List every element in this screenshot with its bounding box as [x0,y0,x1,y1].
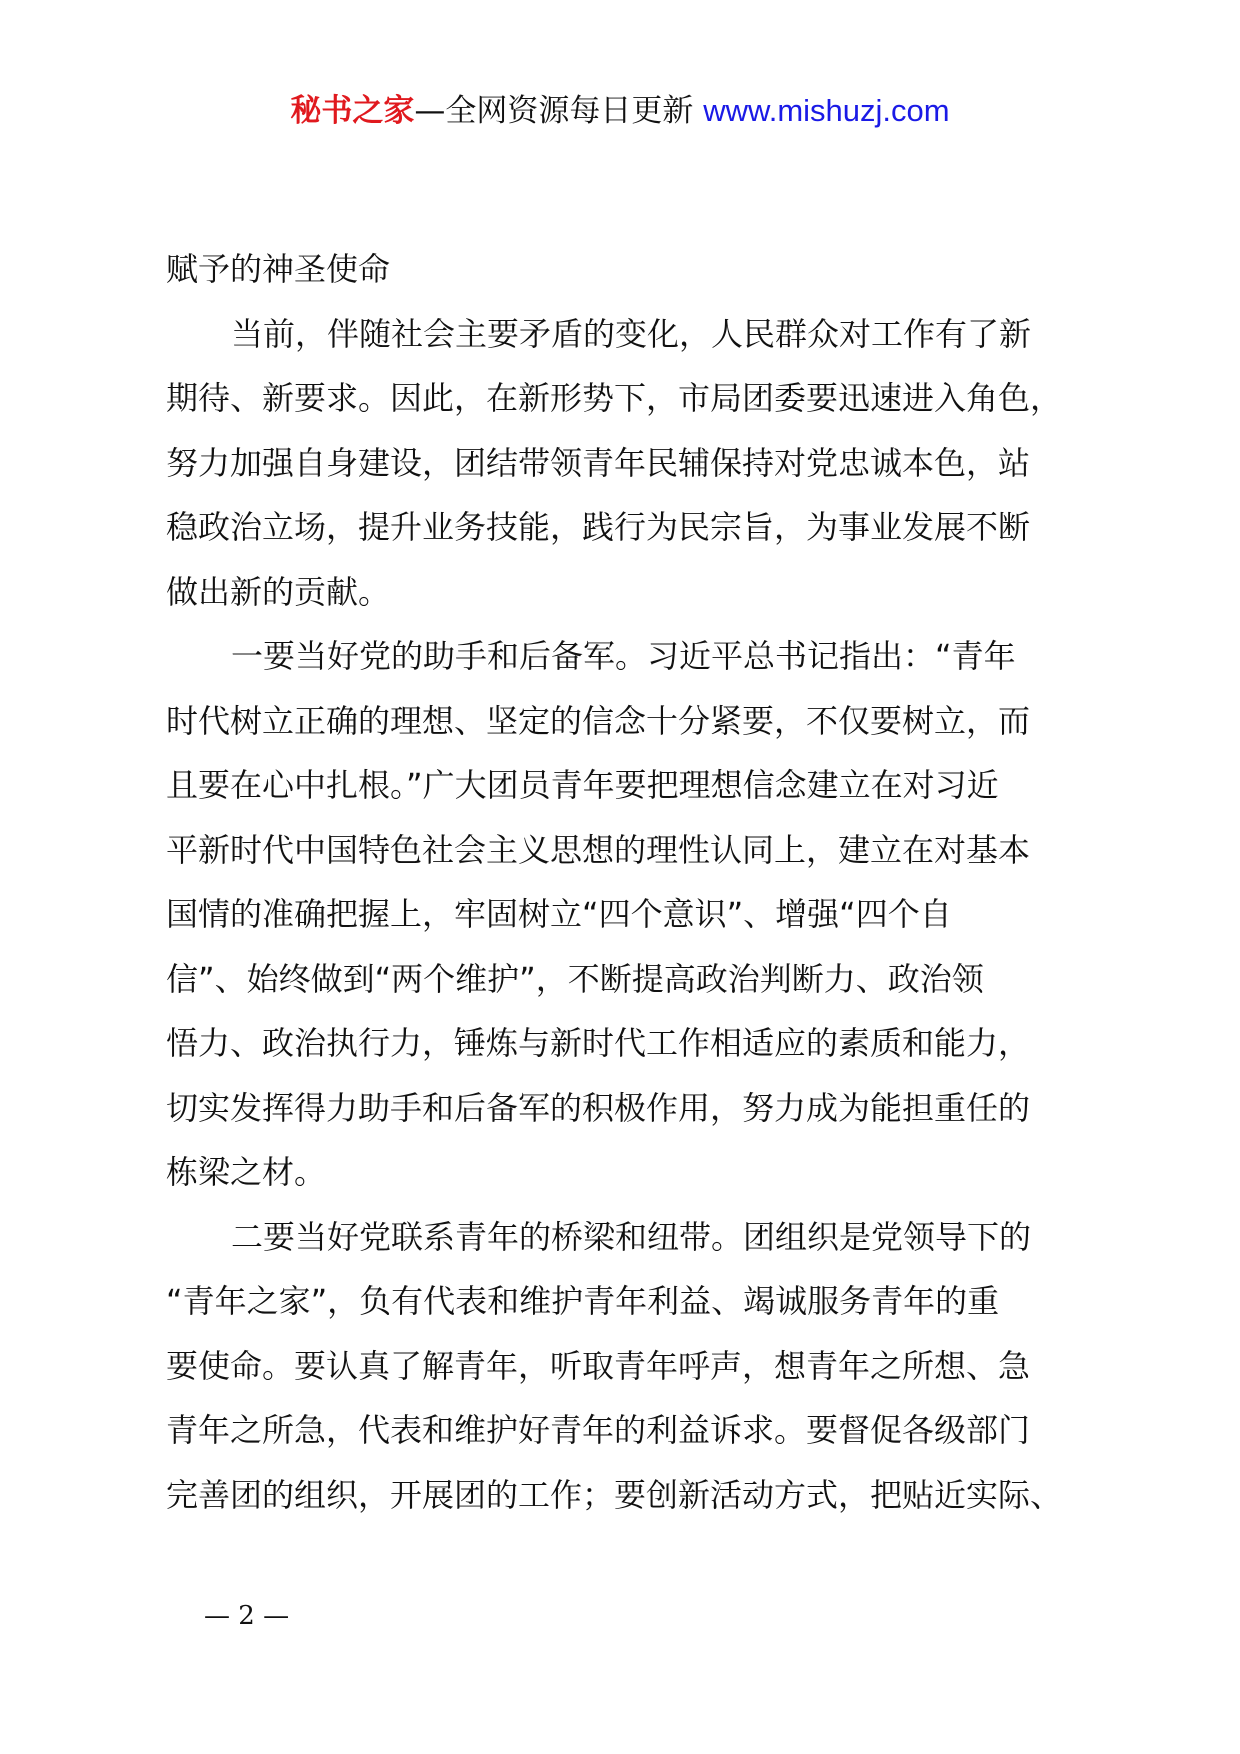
body-line: 栋梁之材。 [166,1153,327,1191]
header-tagline: —全网资源每日更新 [414,93,694,129]
body-line: 青年之所急，代表和维护好青年的利益诉求。要督促各级部门 [166,1411,1031,1449]
body-line: 做出新的贡献。 [166,572,391,611]
body-line: 悟力、政治执行力，锤炼与新时代工作相适应的素质和能力， [166,1024,1031,1062]
body-line: 切实发挥得力助手和后备军的积极作用，努力成为能担重任的 [166,1088,1031,1127]
body-line: “青年之家”，负有代表和维护青年利益、竭诚服务青年的重 [166,1282,1000,1320]
site-header [0,88,1240,134]
paragraph-start-line: 当前，伴随社会主要矛盾的变化，人民群众对工作有了新 [231,314,1032,353]
body-line: 努力加强自身建设，团结带领青年民辅保持对党忠诚本色，站 [166,443,1031,482]
document-body [166,237,1111,1527]
site-url-link[interactable]: www.mishuzj.com [703,93,950,128]
body-line: 赋予的神圣使命 [166,250,391,288]
page-number: — 2 — [204,1601,290,1631]
paragraph-start-line: 一要当好党的助手和后备军。习近平总书记指出：“青年 [231,637,1016,675]
brand-name: 秘书之家 [290,93,415,129]
body-line: 且要在心中扎根。”广大团员青年要把理想信念建立在对习近 [166,766,999,804]
body-line: 信”、始终做到“两个维护”，不断提高政治判断力、政治领 [166,959,984,998]
body-line: 国情的准确把握上，牢固树立“四个意识”、增强“四个自 [166,895,952,933]
body-line: 要使命。要认真了解青年，听取青年呼声，想青年之所想、急 [166,1346,1031,1385]
body-line: 平新时代中国特色社会主义思想的理性认同上，建立在对基本 [166,830,1031,869]
paragraph-start-line: 二要当好党联系青年的桥梁和纽带。团组织是党领导下的 [231,1217,1032,1256]
body-line: 期待、新要求。因此，在新形势下，市局团委要迅速进入角色， [166,379,1063,417]
body-line: 完善团的组织，开展团的工作；要创新活动方式，把贴近实际、 [166,1475,1063,1514]
body-line: 稳政治立场，提升业务技能，践行为民宗旨，为事业发展不断 [166,508,1031,546]
body-line: 时代树立正确的理想、坚定的信念十分紧要，不仅要树立，而 [166,701,1031,740]
